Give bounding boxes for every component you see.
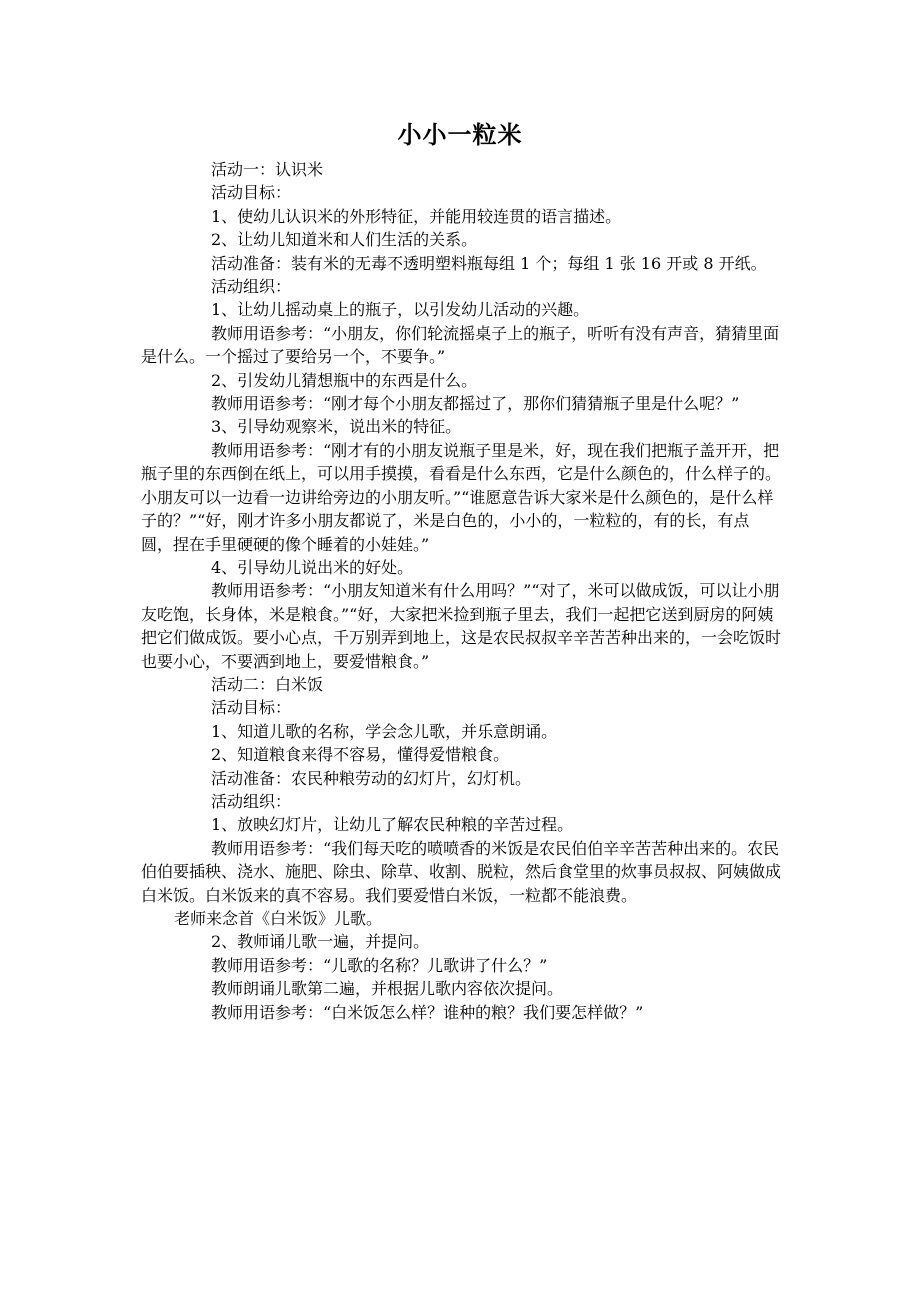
paragraph: 2、让幼儿知道米和人们生活的关系。 <box>211 230 478 250</box>
paragraph: 教师用语参考：“小朋友，你们轮流摇桌子上的瓶子，听听有没有声音，猜猜里面是什么。一个摇过了要给另一个，不要争。” <box>141 323 780 367</box>
paragraph: 活动组织： <box>211 277 292 297</box>
paragraph: 2、引发幼儿猜想瓶中的东西是什么。 <box>211 370 478 390</box>
paragraph: 教师用语参考：“刚才每个小朋友都摇过了，那你们猜猜瓶子里是什么呢？” <box>211 394 740 414</box>
paragraph: 教师用语参考：“儿歌的名称？儿歌讲了什么？” <box>211 955 548 975</box>
paragraph: 教师用语参考：“我们每天吃的喷喷香的米饭是农民伯伯辛辛苦苦种出来的。农民伯伯要插秧、浇水、施肥、除虫、除草、收割、脱粒，然后食堂里的炊事员叔叔、阿姨做成白米饭。白米饭来的真不容易。我们要爱惜白米饭，一粒都不能浪费。 <box>141 838 782 905</box>
paragraph: 2、教师诵儿歌一遍，并提问。 <box>211 932 430 952</box>
paragraph: 4、引导幼儿说出米的好处。 <box>211 557 414 577</box>
paragraph: 活动准备：农民种粮劳动的幻灯片，幻灯机。 <box>211 768 532 788</box>
paragraph: 活动准备：装有米的无毒不透明塑料瓶每组 1 个；每组 1 张 16 开或 8 开纸。 <box>211 253 767 273</box>
paragraph: 1、让幼儿摇动桌上的瓶子，以引发幼儿活动的兴趣。 <box>211 300 590 320</box>
paragraph: 教师朗诵儿歌第二遍，并根据儿歌内容依次提问。 <box>211 979 564 999</box>
paragraph: 教师用语参考：“小朋友知道米有什么用吗？”“对了，米可以做成饭，可以让小朋友吃饱，长身体，米是粮食。”“好，大家把米捡到瓶子里去，我们一起把它送到厨房的阿姨把它们做成饭。要小心点，千万别弄到地上，这是农民叔叔辛辛苦苦种出来的，一会吃饭时也要小心，不要洒到地上，要爱惜粮食。” <box>141 581 782 671</box>
paragraph: 活动目标： <box>211 183 292 203</box>
paragraph: 教师用语参考：“白米饭怎么样？谁种的粮？我们要怎样做？” <box>211 1002 644 1022</box>
paragraph: 活动二：白米饭 <box>211 674 324 694</box>
document-title: 小小一粒米 <box>397 120 523 149</box>
paragraph: 1、知道儿歌的名称，学会念儿歌，并乐意朗诵。 <box>211 721 558 741</box>
paragraph: 1、使幼儿认识米的外形特征，并能用较连贯的语言描述。 <box>211 206 622 226</box>
paragraph: 教师用语参考：“刚才有的小朋友说瓶子里是米，好，现在我们把瓶子盖开开，把瓶子里的东西倒在纸上，可以用手摸摸，看看是什么东西，它是什么颜色的，什么样子的。小朋友可以一边看一边讲给旁边的小朋友听。”“谁愿意告诉大家米是什么颜色的，是什么样子的？”“好，刚才许多小朋友都说了，米是白色的，小小的，一粒粒的，有的长，有点圆，捏在手里硬硬的像个睡着的小娃娃。” <box>141 440 782 554</box>
paragraph: 3、引导幼观察米，说出米的特征。 <box>211 417 462 437</box>
document-body <box>141 158 781 1024</box>
paragraph: 1、放映幻灯片，让幼儿了解农民种粮的辛苦过程。 <box>211 815 574 835</box>
paragraph: 活动一：认识米 <box>211 160 324 179</box>
paragraph: 活动组织： <box>211 791 292 811</box>
paragraph: 活动目标： <box>211 698 292 718</box>
paragraph: 老师来念首《白米饭》儿歌。 <box>174 909 383 928</box>
paragraph: 2、知道粮食来得不容易，懂得爱惜粮食。 <box>211 745 510 765</box>
